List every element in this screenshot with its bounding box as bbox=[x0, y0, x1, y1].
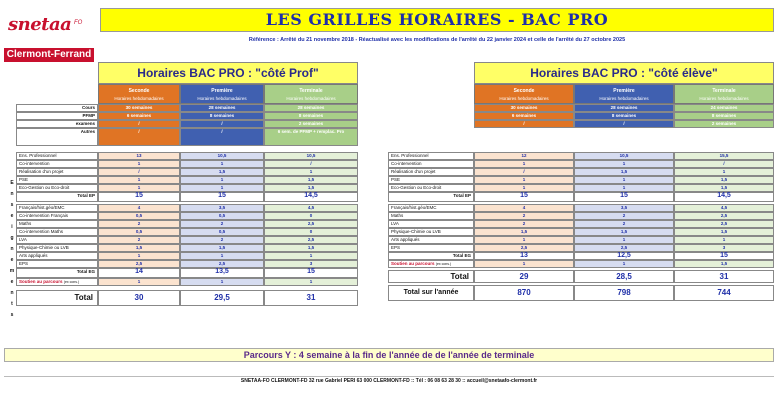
total-value: 29 bbox=[474, 270, 574, 283]
header-name: Seconde bbox=[128, 88, 150, 94]
vertical-letter: E bbox=[10, 180, 14, 186]
table-cell: 2 bbox=[474, 212, 574, 220]
header-sub: Horaires hebdomadaires bbox=[699, 96, 749, 101]
table-cell: 1 bbox=[98, 176, 180, 184]
header-sub: Horaires hebdomadaires bbox=[599, 96, 649, 101]
table-cell: 1,5 bbox=[474, 228, 574, 236]
table-cell: 15 bbox=[98, 192, 180, 202]
row-label: Ens. Professionnel bbox=[388, 152, 474, 160]
table-cell: 6 semaines bbox=[474, 112, 574, 120]
table-cell: 1 bbox=[98, 278, 180, 286]
table-cell: 1 bbox=[98, 160, 180, 168]
table-cell: 3,5 bbox=[180, 204, 264, 212]
table-cell: 30 semaines bbox=[98, 104, 180, 112]
table-cell: 8 semaines bbox=[264, 112, 358, 120]
table-cell: 2,5 bbox=[574, 244, 674, 252]
table-cell: 8 semaines bbox=[180, 112, 264, 120]
table-cell: 1,5 bbox=[674, 260, 774, 268]
table-cell: 10,5 bbox=[180, 152, 264, 160]
soutien-text: Soutien au parcours bbox=[391, 261, 435, 266]
table-cell: / bbox=[180, 120, 264, 128]
row-label: Eco-Gestion ou Eco-droit bbox=[16, 184, 98, 192]
row-label: EPS bbox=[16, 260, 98, 268]
table-cell: 2,5 bbox=[264, 220, 358, 228]
parcours-note: Parcours Y : 4 semaine à la fin de l'année de de l'année de terminale bbox=[4, 348, 774, 362]
table-cell: 1,5 bbox=[674, 176, 774, 184]
row-label: PSE bbox=[16, 176, 98, 184]
total-label: Total bbox=[388, 270, 474, 283]
total-annee-label: Total sur l'année bbox=[388, 285, 474, 301]
logo-mark bbox=[4, 8, 94, 46]
table-cell: 2 semaines bbox=[674, 120, 774, 128]
table-cell: 2 bbox=[474, 220, 574, 228]
soutien-text: Soutien au parcours bbox=[19, 279, 63, 284]
table-cell: 3 bbox=[264, 260, 358, 268]
table-cell: / bbox=[98, 168, 180, 176]
table-cell: 1,5 bbox=[98, 244, 180, 252]
table-cell: 13,5 bbox=[180, 268, 264, 278]
vertical-letter: m bbox=[9, 268, 15, 274]
table-cell: 24 semaines bbox=[674, 104, 774, 112]
table-cell: / bbox=[98, 120, 180, 128]
eleve-header-terminale bbox=[674, 84, 774, 104]
header-sub: Horaires hebdomadaires bbox=[499, 96, 549, 101]
table-cell: 2,5 bbox=[674, 212, 774, 220]
total-annee-value: 798 bbox=[574, 285, 674, 301]
enseignements-vertical-label bbox=[8, 178, 16, 321]
table-cell: 1 bbox=[574, 260, 674, 268]
row-label: Maths bbox=[16, 220, 98, 228]
table-cell: 3,5 bbox=[574, 204, 674, 212]
table-cell: 1,5 bbox=[180, 244, 264, 252]
table-cell: 28 semaines bbox=[264, 104, 358, 112]
table-cell: 6 semaines bbox=[98, 112, 180, 120]
vertical-letter: s bbox=[10, 202, 14, 208]
table-cell: 1 bbox=[264, 252, 358, 260]
table-cell: 0,5 bbox=[98, 212, 180, 220]
table-cell: 2 bbox=[180, 220, 264, 228]
vertical-letter: e bbox=[10, 257, 14, 263]
row-label: Ens. Professionnel bbox=[16, 152, 98, 160]
logo bbox=[4, 8, 94, 62]
row-label: Co-intervention Maths bbox=[16, 228, 98, 236]
table-cell: 0,5 bbox=[180, 212, 264, 220]
table-cell: 1 bbox=[674, 168, 774, 176]
table-cell: 1,5 bbox=[264, 184, 358, 192]
row-label: Co-intervention bbox=[16, 160, 98, 168]
row-label: EPS bbox=[388, 244, 474, 252]
table-cell: 15 bbox=[264, 268, 358, 278]
table-cell: 15 bbox=[574, 192, 674, 202]
table-cell: 10,5 bbox=[264, 152, 358, 160]
table-cell: 8 semaines bbox=[574, 112, 674, 120]
total-value: 28,5 bbox=[574, 270, 674, 283]
table-cell: 1,5 bbox=[264, 176, 358, 184]
logo-fo: FO bbox=[74, 20, 83, 26]
row-label: Total EP bbox=[16, 192, 98, 202]
table-cell: 1,5 bbox=[574, 228, 674, 236]
total-value: 31 bbox=[264, 290, 358, 306]
table-cell: / bbox=[98, 128, 180, 146]
table-cell: 1 bbox=[98, 184, 180, 192]
header-sub: Horaires hebdomadaires bbox=[197, 96, 247, 101]
row-label: Réalisation d'un projet bbox=[388, 168, 474, 176]
table-cell: 10,5 bbox=[574, 152, 674, 160]
eleve-header-seconde bbox=[474, 84, 574, 104]
row-label: examens bbox=[16, 120, 98, 128]
table-cell: 1 bbox=[574, 176, 674, 184]
row-label: Réalisation d'un projet bbox=[16, 168, 98, 176]
row-label: LVA bbox=[16, 236, 98, 244]
vertical-letter: t bbox=[11, 301, 13, 307]
table-cell: 4 bbox=[474, 204, 574, 212]
table-cell: 1 bbox=[180, 252, 264, 260]
row-label: Co-intervention bbox=[388, 160, 474, 168]
table-cell: 1 bbox=[264, 278, 358, 286]
prof-header-premiere bbox=[180, 84, 264, 104]
logo-brand: snetaa bbox=[8, 14, 72, 35]
table-cell: 2,5 bbox=[98, 260, 180, 268]
row-label: Co-intervention Français bbox=[16, 212, 98, 220]
total-value: 30 bbox=[98, 290, 180, 306]
row-label: Eco-Gestion ou Eco-droit bbox=[388, 184, 474, 192]
table-cell: 1 bbox=[474, 236, 574, 244]
table-cell: / bbox=[674, 160, 774, 168]
table-cell: 14,5 bbox=[264, 192, 358, 202]
vertical-letter: i bbox=[11, 224, 13, 230]
table-cell: 4 bbox=[98, 204, 180, 212]
row-label: Arts appliqués bbox=[388, 236, 474, 244]
header-name: Première bbox=[613, 88, 635, 94]
total-value: 31 bbox=[674, 270, 774, 283]
header-name: Seconde bbox=[513, 88, 535, 94]
vertical-letter: s bbox=[10, 312, 14, 318]
table-cell: 1,5 bbox=[574, 168, 674, 176]
table-cell: 1,5 bbox=[264, 244, 358, 252]
page-title: LES GRILLES HORAIRES - BAC PRO bbox=[100, 8, 774, 32]
table-cell: 28 semaines bbox=[574, 104, 674, 112]
table-cell: 1 bbox=[574, 184, 674, 192]
table-cell: 0,5 bbox=[98, 228, 180, 236]
table-cell: 1,5 bbox=[180, 168, 264, 176]
table-cell: 28 semaines bbox=[180, 104, 264, 112]
table-cell: / bbox=[574, 120, 674, 128]
row-label: Total EG bbox=[388, 252, 474, 260]
table-cell: 13 bbox=[474, 252, 574, 260]
prof-header-seconde bbox=[98, 84, 180, 104]
table-cell: 2 bbox=[98, 236, 180, 244]
row-label: Total EP bbox=[388, 192, 474, 202]
table-cell: 12 bbox=[474, 152, 574, 160]
table-cell: 14,5 bbox=[674, 192, 774, 202]
vertical-letter: n bbox=[10, 246, 14, 252]
table-cell: 1 bbox=[674, 236, 774, 244]
header-name: Première bbox=[211, 88, 233, 94]
table-cell: 1 bbox=[98, 252, 180, 260]
row-label: Français/hist.géo/EMC bbox=[16, 204, 98, 212]
table-cell: / bbox=[264, 160, 358, 168]
header-name: Terminale bbox=[712, 88, 736, 94]
row-label: Physique-Chimie ou LVB bbox=[388, 228, 474, 236]
table-cell: 2,5 bbox=[674, 220, 774, 228]
table-cell: 1 bbox=[180, 176, 264, 184]
table-cell: 1,5 bbox=[674, 228, 774, 236]
table-cell: 2,5 bbox=[264, 236, 358, 244]
row-label: Maths bbox=[388, 212, 474, 220]
table-cell: 2 bbox=[574, 220, 674, 228]
table-cell: 2 bbox=[180, 236, 264, 244]
prof-table-title: Horaires BAC PRO : "côté Prof" bbox=[98, 62, 358, 84]
footer-contact: SNETAA-FO CLERMONT-FD 32 rue Gabriel PERI 63 000 CLERMONT-FD :: Tél : 06 08 63 28 30 :: accueil@snetaafo-clermont.fr bbox=[4, 376, 774, 385]
eleve-table-title: Horaires BAC PRO : "côté élève" bbox=[474, 62, 774, 84]
vertical-letter: g bbox=[10, 235, 14, 241]
table-cell: 8 semaines bbox=[674, 112, 774, 120]
row-label: Physique-Chimie ou LVB bbox=[16, 244, 98, 252]
table-cell: 14 bbox=[98, 268, 180, 278]
table-cell: 1 bbox=[180, 184, 264, 192]
vertical-letter: e bbox=[10, 213, 14, 219]
table-cell: 2 bbox=[574, 212, 674, 220]
soutien-label bbox=[16, 278, 98, 286]
table-cell: 0,5 bbox=[180, 228, 264, 236]
table-cell: 13 bbox=[98, 152, 180, 160]
soutien-note: (ex cons.) bbox=[63, 280, 80, 284]
table-cell: 6 sem. de PFMP + remplac. Pro bbox=[264, 128, 358, 146]
table-cell: 0 bbox=[264, 228, 358, 236]
header-name: Terminale bbox=[299, 88, 323, 94]
table-cell: 15,5 bbox=[674, 152, 774, 160]
table-cell: / bbox=[180, 128, 264, 146]
table-cell: 1 bbox=[264, 168, 358, 176]
vertical-letter: e bbox=[10, 279, 14, 285]
table-cell: 1 bbox=[474, 260, 574, 268]
row-label: Français/hist.géo/EMC bbox=[388, 204, 474, 212]
table-cell: 1 bbox=[474, 160, 574, 168]
total-annee-value: 870 bbox=[474, 285, 574, 301]
table-cell: 4,5 bbox=[674, 204, 774, 212]
table-cell: 1 bbox=[180, 278, 264, 286]
table-cell: / bbox=[474, 120, 574, 128]
eleve-header-premiere bbox=[574, 84, 674, 104]
total-value: 29,5 bbox=[180, 290, 264, 306]
soutien-label bbox=[388, 260, 474, 268]
total-label: Total bbox=[16, 290, 98, 306]
table-cell: 1 bbox=[574, 160, 674, 168]
header-sub: Horaires hebdomadaires bbox=[114, 96, 164, 101]
row-label: LVA bbox=[388, 220, 474, 228]
table-cell: 1,5 bbox=[674, 184, 774, 192]
table-cell: 15 bbox=[180, 192, 264, 202]
table-cell: / bbox=[474, 168, 574, 176]
table-cell: 12,5 bbox=[574, 252, 674, 260]
row-label: PFMP bbox=[16, 112, 98, 120]
row-label: Total EG bbox=[16, 268, 98, 278]
prof-header-terminale bbox=[264, 84, 358, 104]
vertical-letter: n bbox=[10, 290, 14, 296]
table-cell: 2,5 bbox=[180, 260, 264, 268]
table-cell: 1 bbox=[574, 236, 674, 244]
table-cell: 30 semaines bbox=[474, 104, 574, 112]
row-label: Cours bbox=[16, 104, 98, 112]
table-cell: 2 bbox=[98, 220, 180, 228]
row-label: Arts appliqués bbox=[16, 252, 98, 260]
table-cell: 2 semaines bbox=[264, 120, 358, 128]
table-cell: 1 bbox=[474, 176, 574, 184]
table-cell: 1 bbox=[180, 160, 264, 168]
header-sub: Horaires hebdomadaires bbox=[286, 96, 336, 101]
table-cell: 4,5 bbox=[264, 204, 358, 212]
table-cell: 2,5 bbox=[474, 244, 574, 252]
reference-note: Référence : Arrêté du 21 novembre 2018 - Réactualisé avec les modifications de l'arrêté du 22 janvier 2024 et celle de l'arrêté du 27 octobre 2025 bbox=[248, 37, 626, 43]
table-cell: 1 bbox=[474, 184, 574, 192]
table-cell: 15 bbox=[474, 192, 574, 202]
row-label: PSE bbox=[388, 176, 474, 184]
logo-city: Clermont-Ferrand bbox=[4, 48, 94, 62]
total-annee-value: 744 bbox=[674, 285, 774, 301]
vertical-letter: n bbox=[10, 191, 14, 197]
row-label: Autres bbox=[16, 128, 98, 146]
table-cell: 15 bbox=[674, 252, 774, 260]
soutien-note: (ex cons.) bbox=[435, 262, 452, 266]
table-cell: 3 bbox=[674, 244, 774, 252]
table-cell: 0 bbox=[264, 212, 358, 220]
